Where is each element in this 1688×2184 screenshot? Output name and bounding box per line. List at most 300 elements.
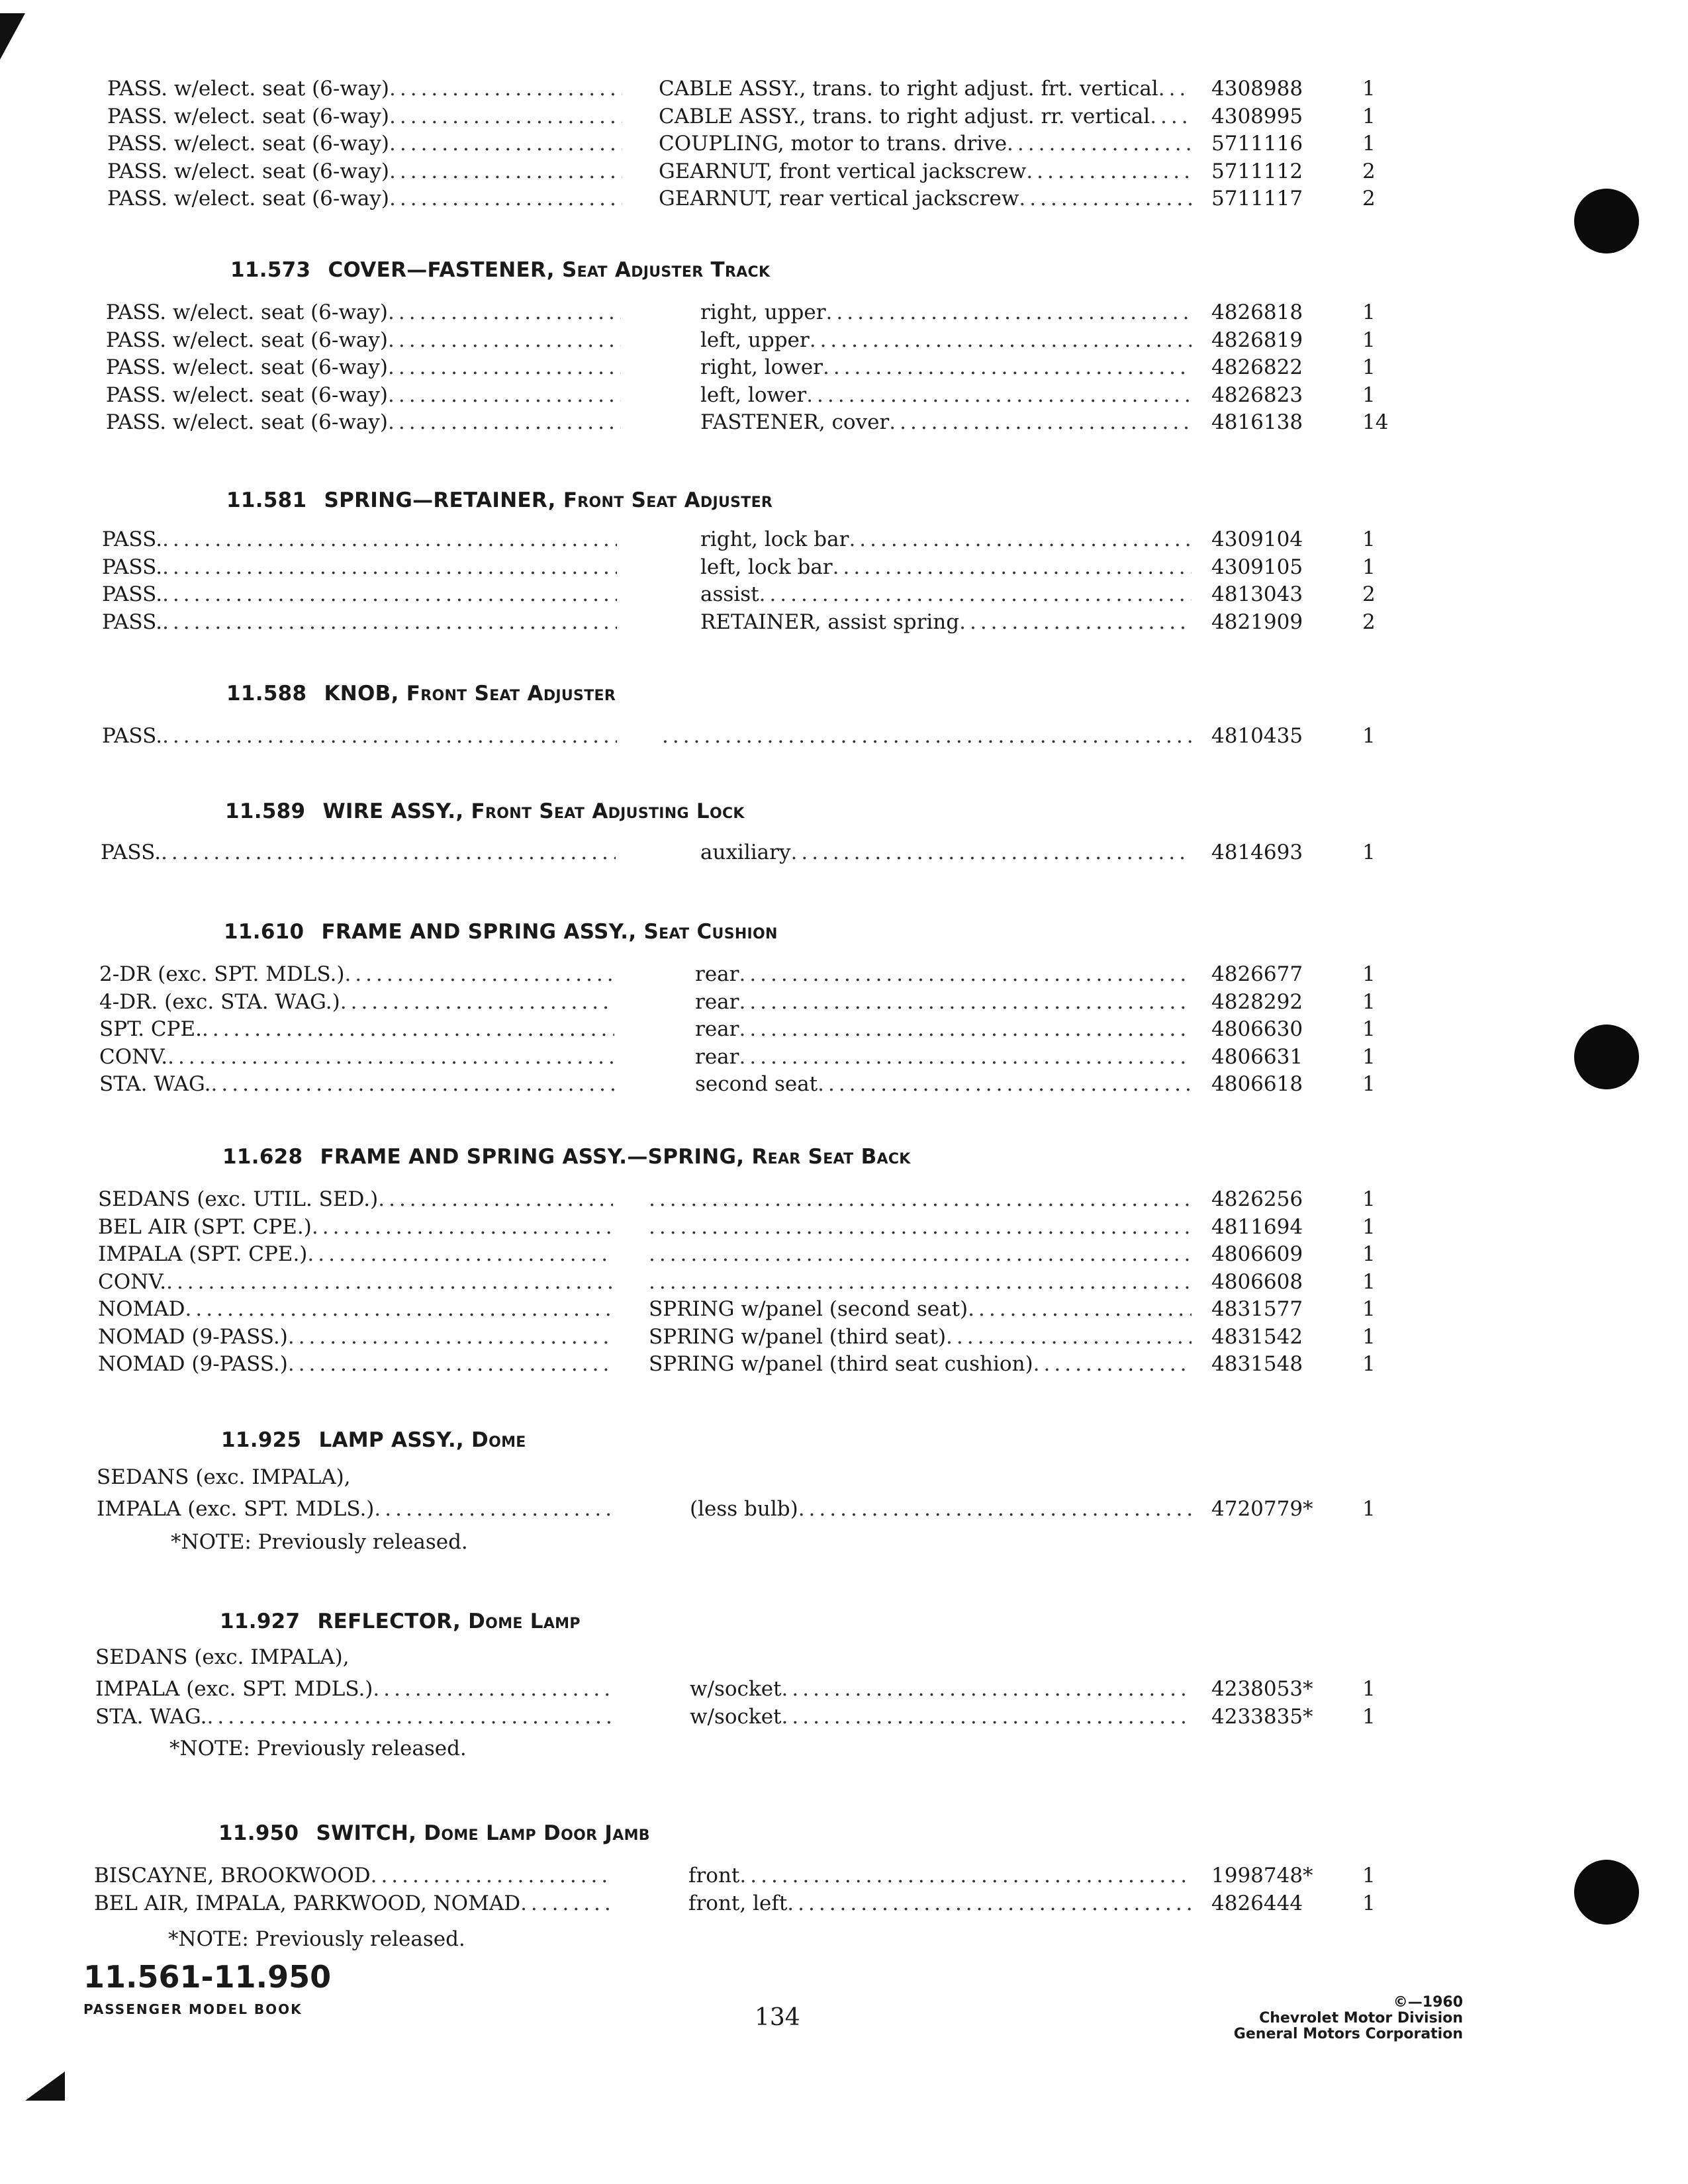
model-text: PASS. w/elect. seat (6-way) — [106, 328, 389, 352]
table-row — [94, 1861, 1418, 1890]
model-cell — [102, 525, 617, 554]
description-cell — [662, 721, 1192, 751]
table-row — [107, 129, 1431, 158]
book-title: PASSENGER MODEL BOOK — [83, 2001, 303, 2017]
model-text: NOMAD — [98, 1297, 185, 1321]
model-text: PASS. — [101, 841, 162, 864]
model-text: SEDANS (exc. UTIL. SED.) — [98, 1187, 379, 1211]
description-text: front — [688, 1864, 740, 1888]
leader-dots — [782, 1702, 1192, 1731]
description-text: w/socket — [690, 1677, 782, 1701]
table-row — [98, 1240, 1422, 1269]
description-cell — [688, 1861, 1192, 1890]
quantity: 1 — [1362, 355, 1376, 379]
table-row — [107, 74, 1431, 103]
model-text: PASS. w/elect. seat (6-way) — [106, 383, 389, 407]
quantity: 14 — [1362, 410, 1389, 434]
description-cell — [659, 184, 1192, 213]
section-title: KNOB, Front Seat Adjuster — [324, 682, 616, 705]
table-row — [99, 1015, 1423, 1044]
model-cell — [97, 1494, 612, 1524]
model-text: PASS. w/elect. seat (6-way) — [107, 77, 390, 101]
part-number: 5711117 — [1211, 187, 1303, 210]
table-row — [99, 960, 1423, 989]
leader-dots — [371, 1861, 609, 1890]
leader-dots — [388, 298, 621, 327]
quantity: 1 — [1362, 1044, 1376, 1069]
leader-dots — [649, 1212, 1192, 1242]
leader-dots — [162, 580, 617, 609]
description-cell — [649, 1267, 1192, 1297]
quantity: 1 — [1362, 1352, 1376, 1376]
model-text: BISCAYNE, BROOKWOOD — [94, 1864, 371, 1888]
copyright-block — [1234, 1995, 1463, 2042]
model-cell — [107, 129, 622, 158]
model-text: SPT. CPE. — [99, 1017, 202, 1041]
quantity: 1 — [1362, 1864, 1376, 1888]
section-number: 11.925 — [221, 1428, 302, 1452]
description-cell — [649, 1212, 1192, 1242]
model-text: PASS. w/elect. seat (6-way) — [107, 132, 390, 156]
description-cell — [649, 1185, 1192, 1214]
description-text: GEARNUT, front vertical jackscrew — [659, 159, 1027, 183]
footnote: *NOTE: Previously released. — [168, 1927, 465, 1951]
part-number: 4308995 — [1211, 104, 1303, 128]
section-title: FRAME AND SPRING ASSY.—SPRING, Rear Seat Back — [320, 1145, 911, 1169]
model-cell — [98, 1322, 613, 1351]
table-row — [106, 298, 1430, 327]
section-title: SPRING—RETAINER, Front Seat Adjuster — [324, 488, 773, 512]
description-cell — [649, 1322, 1192, 1351]
model-cell — [98, 1185, 613, 1214]
table-row — [99, 1042, 1423, 1071]
model-text: PASS. w/elect. seat (6-way) — [106, 355, 389, 379]
part-number: 4826822 — [1211, 355, 1303, 379]
table-row — [106, 381, 1430, 410]
quantity: 1 — [1362, 555, 1376, 579]
table-row — [102, 608, 1426, 637]
table-row — [106, 353, 1430, 382]
description-cell — [700, 353, 1192, 382]
description-cell — [659, 102, 1192, 131]
part-number: 4806630 — [1211, 1017, 1303, 1041]
section-title: WIRE ASSY., Front Seat Adjusting Lock — [322, 799, 745, 823]
model-cell — [98, 1240, 613, 1269]
description-text: front, left — [688, 1891, 788, 1915]
leader-dots — [388, 381, 621, 410]
part-number: 5711112 — [1211, 159, 1303, 183]
leader-dots — [849, 525, 1192, 554]
table-row — [102, 553, 1426, 582]
section-title: COVER—FASTENER, Seat Adjuster Track — [328, 258, 771, 282]
model-cell — [101, 838, 616, 867]
description-cell — [649, 1240, 1192, 1269]
quantity: 1 — [1362, 300, 1376, 324]
model-text: CONV. — [99, 1044, 168, 1069]
description-text: rear — [695, 1017, 739, 1041]
description-cell — [700, 553, 1192, 582]
section-heading — [226, 488, 773, 512]
model-cell — [102, 580, 617, 609]
leader-dots — [520, 1889, 609, 1918]
section-number: 11.950 — [218, 1821, 299, 1845]
description-cell — [659, 129, 1192, 158]
quantity: 1 — [1362, 1497, 1376, 1521]
leader-dots — [388, 408, 621, 437]
description-cell — [695, 1015, 1192, 1044]
model-cell — [99, 1042, 614, 1071]
leader-dots — [649, 1267, 1192, 1297]
model-cell — [94, 1861, 609, 1890]
table-row — [97, 1494, 1421, 1524]
model-cell — [107, 102, 622, 131]
table-row — [107, 157, 1431, 186]
model-cell — [106, 353, 621, 382]
table-row — [98, 1267, 1422, 1297]
part-number: 4826819 — [1211, 328, 1303, 352]
copyright-year: ©—1960 — [1393, 1994, 1463, 2011]
model-cell — [99, 1015, 614, 1044]
leader-dots — [649, 1185, 1192, 1214]
leader-dots — [1150, 102, 1192, 131]
model-text: NOMAD (9-PASS.) — [98, 1324, 288, 1349]
leader-dots — [211, 1069, 614, 1099]
leader-dots — [739, 1015, 1192, 1044]
description-text: COUPLING, motor to trans. drive — [659, 132, 1008, 156]
table-row — [95, 1674, 1419, 1704]
part-number: 4309105 — [1211, 555, 1303, 579]
section-title: FRAME AND SPRING ASSY., Seat Cushion — [321, 920, 778, 944]
leader-dots — [288, 1349, 613, 1379]
model-text: PASS. — [102, 610, 163, 634]
quantity: 1 — [1362, 1017, 1376, 1041]
model-text: IMPALA (exc. SPT. MDLS.) — [97, 1497, 375, 1521]
leader-dots — [388, 326, 621, 355]
section-heading — [226, 682, 616, 705]
model-cell — [99, 987, 614, 1017]
description-cell — [695, 960, 1192, 989]
model-cell — [106, 381, 621, 410]
table-row — [98, 1349, 1422, 1379]
table-row — [107, 102, 1431, 131]
section-number: 11.628 — [222, 1145, 303, 1169]
description-text: right, lower — [700, 355, 823, 379]
table-row — [107, 184, 1431, 213]
leader-dots — [167, 1042, 614, 1071]
quantity: 1 — [1362, 1072, 1376, 1096]
leader-dots — [307, 1240, 613, 1269]
leader-dots — [389, 74, 622, 103]
quantity: 1 — [1362, 1214, 1376, 1239]
leader-dots — [968, 1295, 1192, 1324]
leader-dots — [782, 1674, 1192, 1704]
model-cell — [98, 1267, 613, 1297]
description-text: left, lower — [700, 383, 807, 407]
leader-dots — [826, 298, 1192, 327]
part-number: 4826256 — [1211, 1187, 1303, 1211]
quantity: 1 — [1362, 841, 1376, 864]
part-number: 4806609 — [1211, 1242, 1303, 1266]
description-cell — [690, 1674, 1192, 1704]
leader-dots — [162, 608, 617, 637]
description-text: FASTENER, cover — [700, 410, 890, 434]
quantity: 2 — [1362, 610, 1376, 634]
section-number: 11.610 — [224, 920, 305, 944]
section-number: 11.588 — [226, 682, 307, 705]
quantity: 1 — [1362, 132, 1376, 156]
part-number: 4826444 — [1211, 1891, 1303, 1915]
model-text: BEL AIR, IMPALA, PARKWOOD, NOMAD — [94, 1891, 521, 1915]
section-heading — [222, 1145, 911, 1169]
model-cell — [102, 608, 617, 637]
part-number: 4831548 — [1211, 1352, 1303, 1376]
binder-punch-hole — [1574, 1024, 1639, 1089]
part-number: 4831577 — [1211, 1297, 1303, 1321]
part-number: 4826677 — [1211, 962, 1303, 986]
description-cell — [695, 1069, 1192, 1099]
description-cell — [700, 580, 1192, 609]
description-cell — [659, 74, 1192, 103]
leader-dots — [202, 1015, 614, 1044]
model-text: NOMAD (9-PASS.) — [98, 1352, 288, 1376]
model-text: PASS. w/elect. seat (6-way) — [106, 410, 389, 434]
model-cell — [95, 1674, 610, 1704]
leader-dots — [889, 408, 1192, 437]
leader-dots — [340, 987, 614, 1017]
leader-dots — [739, 960, 1192, 989]
quantity: 1 — [1362, 724, 1376, 748]
table-row — [102, 525, 1426, 554]
leader-dots — [1033, 1349, 1192, 1379]
quantity: 1 — [1362, 989, 1376, 1014]
quantity: 1 — [1362, 1677, 1376, 1701]
leader-dots — [833, 553, 1192, 582]
model-text: CONV. — [98, 1269, 167, 1294]
binder-punch-hole — [1574, 1860, 1639, 1925]
leader-dots — [649, 1240, 1192, 1269]
section-heading — [220, 1610, 581, 1633]
table-row — [98, 1322, 1422, 1351]
table-row — [98, 1295, 1422, 1324]
leader-dots — [378, 1185, 613, 1214]
leader-dots — [389, 157, 622, 186]
description-text: left, upper — [700, 328, 810, 352]
description-text: left, lock bar — [700, 555, 833, 579]
model-cell — [99, 1069, 614, 1099]
section-title: REFLECTOR, Dome Lamp — [317, 1610, 581, 1633]
part-number: 5711116 — [1211, 132, 1303, 156]
table-row — [99, 987, 1423, 1017]
quantity: 2 — [1362, 159, 1376, 183]
corner-crop-mark-top — [0, 13, 25, 60]
binder-punch-hole — [1574, 189, 1639, 253]
section-heading — [221, 1428, 526, 1452]
part-number: 4806618 — [1211, 1072, 1303, 1096]
section-number: 11.927 — [220, 1610, 301, 1633]
description-cell — [649, 1349, 1192, 1379]
part-number: 4811694 — [1211, 1214, 1303, 1239]
leader-dots — [739, 1042, 1192, 1071]
quantity: 1 — [1362, 383, 1376, 407]
description-text: SPRING w/panel (third seat) — [649, 1324, 947, 1349]
section-heading — [224, 920, 778, 944]
leader-dots — [389, 102, 622, 131]
model-cell — [107, 157, 622, 186]
part-number: 4814693 — [1211, 841, 1303, 864]
part-number: 4309104 — [1211, 527, 1303, 551]
part-number: 4816138 — [1211, 410, 1303, 434]
model-text: PASS. w/elect. seat (6-way) — [107, 159, 390, 183]
quantity: 2 — [1362, 187, 1376, 210]
part-number: 4826823 — [1211, 383, 1303, 407]
model-cell — [94, 1889, 609, 1918]
section-number: 11.581 — [226, 488, 307, 512]
quantity: 1 — [1362, 328, 1376, 352]
leader-dots — [374, 1494, 612, 1524]
model-text: BEL AIR (SPT. CPE.) — [98, 1214, 312, 1239]
part-number: 1998748* — [1211, 1864, 1313, 1888]
part-number: 4821909 — [1211, 610, 1303, 634]
footnote: *NOTE: Previously released. — [171, 1530, 468, 1554]
leader-dots — [739, 987, 1192, 1017]
page-range-label: 11.561-11.950 — [83, 1959, 332, 1995]
leader-dots — [739, 1861, 1192, 1890]
leader-dots — [810, 326, 1192, 355]
part-number: 4831542 — [1211, 1324, 1303, 1349]
table-row — [102, 580, 1426, 609]
leader-dots — [1026, 157, 1192, 186]
page-number: 134 — [755, 2004, 800, 2031]
part-number: 4813043 — [1211, 582, 1303, 606]
model-text: PASS. — [102, 724, 163, 748]
model-cell — [95, 1702, 610, 1731]
model-lead-line: SEDANS (exc. IMPALA), — [97, 1465, 351, 1489]
description-text: SPRING w/panel (third seat cushion) — [649, 1352, 1033, 1376]
model-text: PASS. w/elect. seat (6-way) — [106, 300, 389, 324]
description-text: auxiliary — [700, 841, 791, 864]
model-text: PASS. — [102, 582, 163, 606]
leader-dots — [389, 184, 622, 213]
description-text: CABLE ASSY., trans. to right adjust. rr. vertical — [659, 104, 1150, 128]
division-name: Chevrolet Motor Division — [1259, 2010, 1463, 2026]
leader-dots — [207, 1702, 610, 1731]
leader-dots — [1019, 184, 1192, 213]
table-row — [95, 1702, 1419, 1731]
section-number: 11.589 — [225, 799, 306, 823]
description-text: right, upper — [700, 300, 826, 324]
leader-dots — [312, 1212, 613, 1242]
table-row — [94, 1889, 1418, 1918]
quantity: 1 — [1362, 77, 1376, 101]
leader-dots — [1007, 129, 1192, 158]
quantity: 1 — [1362, 1269, 1376, 1294]
description-cell — [695, 1042, 1192, 1071]
model-text: IMPALA (exc. SPT. MDLS.) — [95, 1677, 373, 1701]
model-cell — [106, 326, 621, 355]
quantity: 1 — [1362, 1297, 1376, 1321]
part-number: 4806631 — [1211, 1044, 1303, 1069]
model-cell — [106, 408, 621, 437]
table-row — [98, 1212, 1422, 1242]
quantity: 2 — [1362, 582, 1376, 606]
model-text: PASS. — [102, 555, 163, 579]
leader-dots — [759, 580, 1192, 609]
leader-dots — [798, 1494, 1192, 1524]
quantity: 1 — [1362, 1704, 1376, 1729]
description-cell — [688, 1889, 1192, 1918]
section-heading — [218, 1821, 650, 1845]
description-cell — [700, 408, 1192, 437]
part-number: 4826818 — [1211, 300, 1303, 324]
part-number: 4810435 — [1211, 724, 1303, 748]
description-text: SPRING w/panel (second seat) — [649, 1297, 968, 1321]
part-number: 4828292 — [1211, 989, 1303, 1014]
model-cell — [107, 184, 622, 213]
part-number: 4308988 — [1211, 77, 1303, 101]
description-cell — [700, 326, 1192, 355]
quantity: 1 — [1362, 1187, 1376, 1211]
leader-dots — [344, 960, 614, 989]
model-cell — [99, 960, 614, 989]
corporation-name: General Motors Corporation — [1233, 2026, 1463, 2042]
description-text: GEARNUT, rear vertical jackscrew — [659, 187, 1019, 210]
leader-dots — [162, 721, 617, 751]
leader-dots — [662, 721, 1192, 751]
leader-dots — [162, 553, 617, 582]
footnote: *NOTE: Previously released. — [169, 1737, 467, 1760]
quantity: 1 — [1362, 527, 1376, 551]
description-text: RETAINER, assist spring — [700, 610, 960, 634]
quantity: 1 — [1362, 1324, 1376, 1349]
description-cell — [700, 525, 1192, 554]
model-text: IMPALA (SPT. CPE.) — [98, 1242, 308, 1266]
description-cell — [700, 298, 1192, 327]
model-text: STA. WAG. — [95, 1704, 207, 1729]
description-text: assist — [700, 582, 759, 606]
leader-dots — [161, 838, 616, 867]
part-number: 4806608 — [1211, 1269, 1303, 1294]
leader-dots — [166, 1267, 613, 1297]
corner-crop-mark-bottom — [25, 2071, 65, 2101]
quantity: 1 — [1362, 104, 1376, 128]
leader-dots — [787, 1889, 1192, 1918]
description-text: (less bulb) — [690, 1497, 798, 1521]
section-heading — [225, 799, 745, 823]
model-cell — [98, 1349, 613, 1379]
model-text: PASS. w/elect. seat (6-way) — [107, 187, 390, 210]
description-cell — [700, 381, 1192, 410]
table-row — [106, 408, 1430, 437]
leader-dots — [806, 381, 1192, 410]
section-title: LAMP ASSY., Dome — [318, 1428, 526, 1452]
leader-dots — [185, 1295, 613, 1324]
description-text: w/socket — [690, 1704, 782, 1729]
table-row — [102, 721, 1426, 751]
description-cell — [649, 1295, 1192, 1324]
table-row — [106, 326, 1430, 355]
table-row — [101, 838, 1425, 867]
model-cell — [98, 1295, 613, 1324]
model-cell — [106, 298, 621, 327]
part-number: 4238053* — [1211, 1677, 1313, 1701]
section-number: 11.573 — [230, 258, 311, 282]
quantity: 1 — [1362, 1891, 1376, 1915]
model-lead-line: SEDANS (exc. IMPALA), — [95, 1645, 350, 1669]
leader-dots — [389, 129, 622, 158]
description-text: rear — [695, 989, 739, 1014]
quantity: 1 — [1362, 1242, 1376, 1266]
model-text: PASS. — [102, 527, 163, 551]
